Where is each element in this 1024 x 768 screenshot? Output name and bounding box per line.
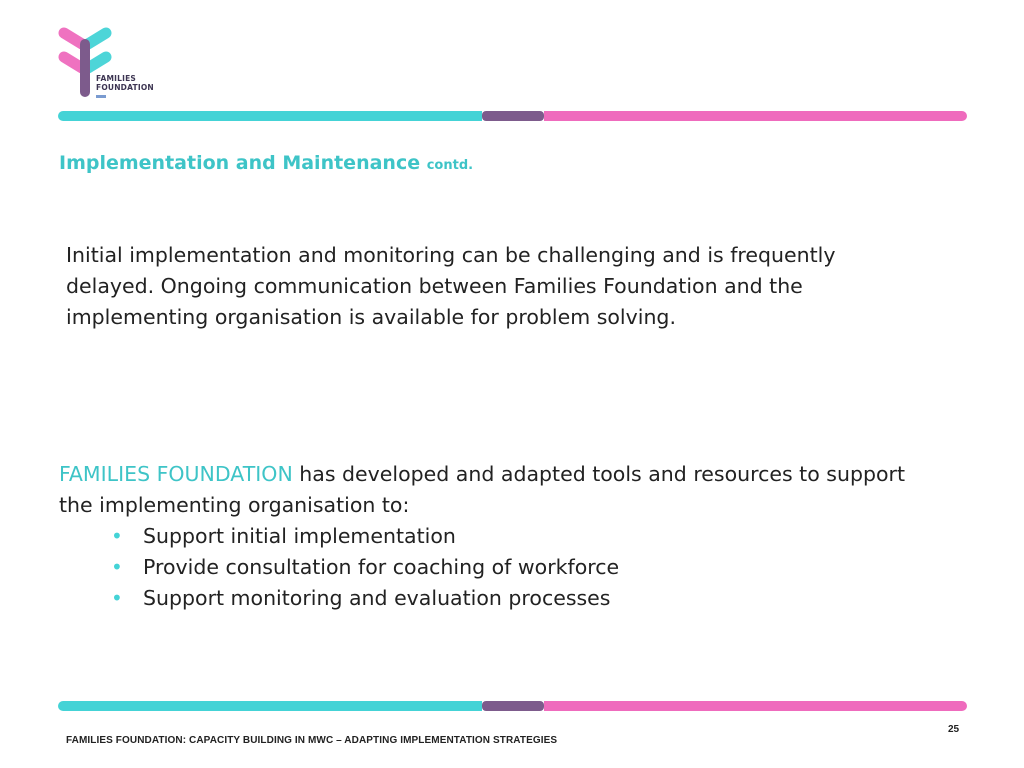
support-block <box>59 459 959 614</box>
logo-text-line1: FAMILIES <box>96 74 137 83</box>
divider-teal-segment <box>58 111 482 121</box>
divider-pink-segment <box>544 701 967 711</box>
bullet-dot-icon: • <box>111 586 123 610</box>
divider-teal-segment <box>58 701 482 711</box>
bullet-dot-icon: • <box>111 555 123 579</box>
bottom-divider-bar <box>58 701 967 711</box>
bullet-item <box>111 521 959 552</box>
support-intro-line2: the implementing organisation to: <box>59 493 410 517</box>
bullet-text: Support initial implementation <box>143 524 456 548</box>
bullet-item <box>111 583 959 614</box>
bullet-text: Support monitoring and evaluation processes <box>143 586 611 610</box>
paragraph-line: Initial implementation and monitoring can be challenging and is frequently <box>66 243 836 267</box>
support-intro-rest: has developed and adapted tools and resources to support <box>292 462 905 486</box>
support-intro <box>59 459 959 490</box>
logo-text-line2: FOUNDATION <box>96 82 154 92</box>
slide-title-main: Implementation and Maintenance <box>59 152 421 174</box>
slide-title <box>59 152 473 174</box>
body-paragraph <box>66 240 886 333</box>
footer-text: FAMILIES FOUNDATION: CAPACITY BUILDING IN MWC – ADAPTING IMPLEMENTATION STRATEGIES <box>66 735 558 746</box>
bullet-dot-icon: • <box>111 524 123 548</box>
brand-name: FAMILIES FOUNDATION <box>59 462 293 486</box>
divider-purple-segment <box>482 111 544 121</box>
top-divider-bar <box>58 111 967 121</box>
divider-purple-segment <box>482 701 544 711</box>
bullet-item <box>111 552 959 583</box>
divider-pink-segment <box>544 111 967 121</box>
page-number: 25 <box>948 724 960 735</box>
paragraph-line: implementing organisation is available for problem solving. <box>66 305 676 329</box>
paragraph-line: delayed. Ongoing communication between Families Foundation and the <box>66 274 803 298</box>
support-bullet-list <box>59 521 959 614</box>
slide-title-suffix: contd. <box>426 158 474 173</box>
bullet-text: Provide consultation for coaching of workforce <box>143 555 620 579</box>
logo-text <box>96 75 154 92</box>
